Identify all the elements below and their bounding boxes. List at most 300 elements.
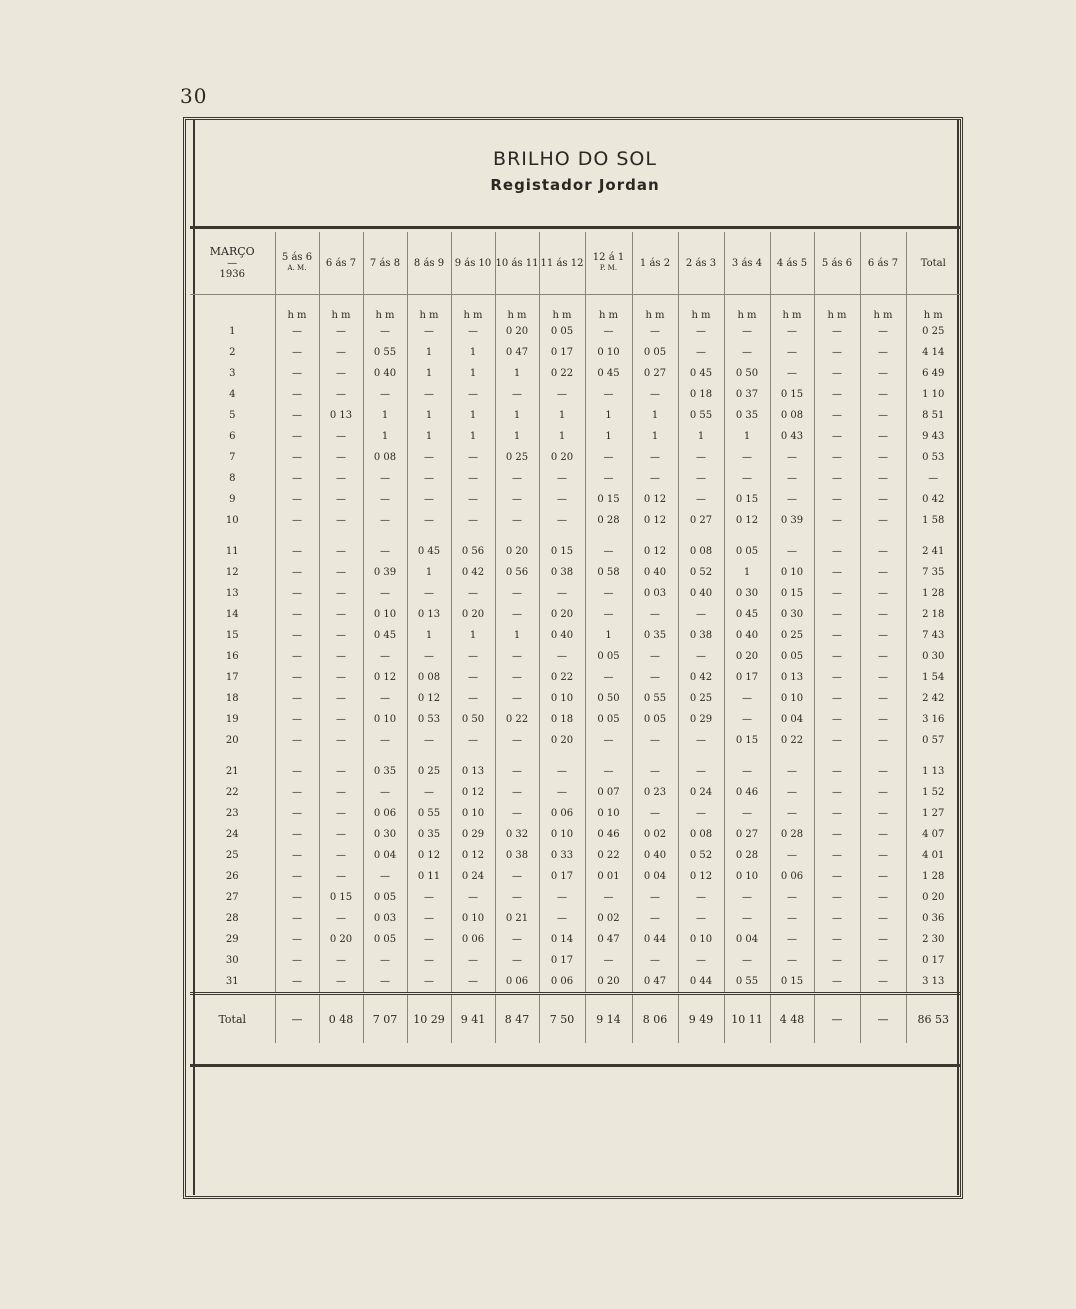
day-cell: 1 (229, 326, 236, 337)
value-cell: — (539, 887, 585, 908)
value-cell: 0 50 (451, 709, 495, 730)
value-cell: — (814, 426, 860, 447)
column-header (495, 232, 539, 295)
day-cell: 11 (225, 546, 239, 557)
value-cell: — (363, 510, 407, 531)
table-row (190, 824, 960, 845)
value-cell: — (814, 803, 860, 824)
value-cell: 0 25 (678, 688, 724, 709)
value-cell: — (585, 447, 632, 468)
value-cell: — (906, 468, 960, 489)
value-cell: 1 58 (906, 510, 960, 531)
value-cell: — (275, 489, 319, 510)
value-cell: — (319, 426, 363, 447)
value-cell: — (319, 625, 363, 646)
value-cell: 0 12 (363, 667, 407, 688)
value-cell: — (539, 468, 585, 489)
value-cell: — (275, 384, 319, 405)
value-cell: 1 (495, 405, 539, 426)
value-cell: — (632, 887, 678, 908)
value-cell: 0 10 (678, 929, 724, 950)
unit-label: h m (407, 295, 451, 322)
value-cell: — (319, 468, 363, 489)
value-cell: — (539, 510, 585, 531)
value-cell: — (814, 604, 860, 625)
value-cell: — (275, 761, 319, 782)
column-header-sub: A. M. (287, 264, 307, 272)
value-cell: — (678, 803, 724, 824)
value-cell: 0 50 (585, 688, 632, 709)
value-cell: 0 58 (585, 562, 632, 583)
value-cell: 0 12 (724, 510, 770, 531)
value-cell: 1 (407, 342, 451, 363)
value-cell: — (275, 363, 319, 384)
value-cell: 0 03 (632, 583, 678, 604)
value-cell: — (495, 468, 539, 489)
value-cell: 1 13 (906, 761, 960, 782)
value-cell: 0 45 (407, 541, 451, 562)
value-cell: 0 13 (319, 405, 363, 426)
value-cell: — (319, 667, 363, 688)
value-cell: 0 06 (495, 971, 539, 994)
value-cell: — (495, 950, 539, 971)
value-cell: — (363, 866, 407, 887)
value-cell: 0 12 (678, 866, 724, 887)
value-cell: — (451, 583, 495, 604)
value-cell: 0 12 (632, 541, 678, 562)
value-cell: — (860, 887, 906, 908)
value-cell: 0 45 (363, 625, 407, 646)
value-cell: 0 37 (724, 384, 770, 405)
table-row (190, 562, 960, 583)
table-body (190, 295, 960, 1044)
value-cell: — (814, 730, 860, 751)
value-cell: 0 40 (724, 625, 770, 646)
total-cell: 9 41 (451, 994, 495, 1044)
month-dash: — (227, 258, 238, 269)
value-cell: 0 15 (585, 489, 632, 510)
value-cell: — (407, 950, 451, 971)
value-cell: 6 49 (906, 363, 960, 384)
value-cell: 0 04 (632, 866, 678, 887)
value-cell: — (319, 782, 363, 803)
value-cell: — (275, 510, 319, 531)
total-cell: 9 14 (585, 994, 632, 1044)
day-cell: 19 (225, 714, 239, 725)
value-cell: — (275, 803, 319, 824)
value-cell: — (407, 730, 451, 751)
value-cell: — (495, 510, 539, 531)
value-cell: — (678, 730, 724, 751)
value-cell: 2 41 (906, 541, 960, 562)
value-cell: 0 12 (451, 782, 495, 803)
value-cell: 1 10 (906, 384, 960, 405)
value-cell: — (363, 950, 407, 971)
value-cell: — (632, 667, 678, 688)
total-label: Total (190, 994, 275, 1044)
value-cell: — (814, 709, 860, 730)
value-cell: 0 55 (363, 342, 407, 363)
value-cell: 0 12 (451, 845, 495, 866)
value-cell: — (275, 866, 319, 887)
value-cell: — (724, 709, 770, 730)
value-cell: — (678, 447, 724, 468)
value-cell: 0 55 (632, 688, 678, 709)
value-cell: — (860, 604, 906, 625)
value-cell: — (770, 489, 814, 510)
total-cell: — (860, 994, 906, 1044)
column-header (539, 232, 585, 295)
total-cell: 10 11 (724, 994, 770, 1044)
value-cell: — (860, 468, 906, 489)
column-header (860, 232, 906, 295)
value-cell: 0 29 (678, 709, 724, 730)
value-cell: — (363, 688, 407, 709)
value-cell: — (585, 604, 632, 625)
day-cell: 3 (229, 368, 236, 379)
value-cell: — (275, 583, 319, 604)
value-cell: — (814, 782, 860, 803)
value-cell: 0 35 (632, 625, 678, 646)
value-cell: — (678, 342, 724, 363)
value-cell: — (275, 688, 319, 709)
value-cell: 0 10 (451, 803, 495, 824)
value-cell: 0 21 (495, 908, 539, 929)
value-cell: 0 17 (539, 342, 585, 363)
value-cell: 0 08 (678, 824, 724, 845)
value-cell: — (860, 667, 906, 688)
value-cell: — (770, 468, 814, 489)
value-cell: 0 30 (906, 646, 960, 667)
value-cell: 0 10 (539, 824, 585, 845)
value-cell: 0 22 (539, 667, 585, 688)
value-cell: 0 25 (770, 625, 814, 646)
value-cell: — (860, 426, 906, 447)
value-cell: — (495, 688, 539, 709)
value-cell: 0 04 (770, 709, 814, 730)
unit-label: h m (451, 295, 495, 322)
day-cell: 24 (225, 829, 239, 840)
value-cell: 0 45 (724, 604, 770, 625)
value-cell: 0 25 (906, 321, 960, 342)
value-cell: 0 40 (632, 562, 678, 583)
total-cell: 86 53 (906, 994, 960, 1044)
total-cell: — (275, 994, 319, 1044)
value-cell: 1 (407, 625, 451, 646)
value-cell: — (451, 950, 495, 971)
value-cell: 0 15 (724, 489, 770, 510)
column-header (632, 232, 678, 295)
value-cell: — (407, 468, 451, 489)
day-cell: 7 (229, 452, 236, 463)
value-cell: — (585, 541, 632, 562)
value-cell: — (678, 761, 724, 782)
value-cell: — (814, 761, 860, 782)
total-cell: 7 07 (363, 994, 407, 1044)
value-cell: 0 20 (451, 604, 495, 625)
value-cell: — (275, 321, 319, 342)
value-cell: 0 17 (906, 950, 960, 971)
value-cell: 0 25 (495, 447, 539, 468)
day-cell: 29 (225, 934, 239, 945)
value-cell: — (539, 782, 585, 803)
value-cell: — (860, 866, 906, 887)
value-cell: 0 25 (407, 761, 451, 782)
value-cell: — (319, 646, 363, 667)
value-cell: 0 06 (770, 866, 814, 887)
table-row (190, 384, 960, 405)
column-header-label: 10 ás 11 (495, 257, 539, 269)
value-cell: — (860, 929, 906, 950)
table-bottom-rule (190, 1064, 960, 1067)
value-cell: 0 18 (678, 384, 724, 405)
value-cell: — (451, 321, 495, 342)
value-cell: — (814, 971, 860, 994)
value-cell: 0 10 (585, 803, 632, 824)
value-cell: — (678, 950, 724, 971)
table-row (190, 541, 960, 562)
value-cell: 7 35 (906, 562, 960, 583)
value-cell: 1 (539, 426, 585, 447)
value-cell: — (585, 583, 632, 604)
total-cell: — (814, 994, 860, 1044)
value-cell: — (860, 541, 906, 562)
value-cell: 1 (585, 426, 632, 447)
total-cell: 10 29 (407, 994, 451, 1044)
value-cell: — (724, 950, 770, 971)
value-cell: 0 47 (585, 929, 632, 950)
value-cell: 0 40 (678, 583, 724, 604)
value-cell: 0 05 (363, 887, 407, 908)
day-cell: 13 (225, 588, 239, 599)
table-row (190, 971, 960, 994)
row-spacer (190, 751, 960, 761)
value-cell: 2 30 (906, 929, 960, 950)
value-cell: 0 35 (724, 405, 770, 426)
value-cell: 0 24 (678, 782, 724, 803)
value-cell: — (319, 583, 363, 604)
total-cell: 4 48 (770, 994, 814, 1044)
value-cell: 0 42 (906, 489, 960, 510)
value-cell: — (363, 489, 407, 510)
value-cell: 0 08 (363, 447, 407, 468)
table-row (190, 908, 960, 929)
value-cell: — (319, 761, 363, 782)
column-header (363, 232, 407, 295)
value-cell: 1 (451, 342, 495, 363)
day-cell: 5 (229, 410, 236, 421)
column-header (585, 232, 632, 295)
value-cell: — (319, 824, 363, 845)
day-cell: 25 (225, 850, 239, 861)
column-header (275, 232, 319, 295)
value-cell: — (451, 384, 495, 405)
value-cell: 1 (585, 405, 632, 426)
value-cell: — (319, 363, 363, 384)
value-cell: 0 10 (363, 604, 407, 625)
value-cell: — (319, 562, 363, 583)
value-cell: — (814, 489, 860, 510)
value-cell: 0 20 (585, 971, 632, 994)
value-cell: — (319, 342, 363, 363)
value-cell: — (363, 384, 407, 405)
value-cell: 0 32 (495, 824, 539, 845)
value-cell: 0 10 (770, 688, 814, 709)
table-row (190, 468, 960, 489)
column-header (407, 232, 451, 295)
value-cell: — (814, 405, 860, 426)
value-cell: — (275, 541, 319, 562)
value-cell: 1 (724, 426, 770, 447)
table-row (190, 405, 960, 426)
value-cell: — (275, 426, 319, 447)
value-cell: 1 (363, 405, 407, 426)
value-cell: — (814, 929, 860, 950)
value-cell: — (860, 761, 906, 782)
value-cell: 0 46 (585, 824, 632, 845)
value-cell: 0 20 (495, 321, 539, 342)
value-cell: — (814, 363, 860, 384)
value-cell: 0 06 (451, 929, 495, 950)
column-header (451, 232, 495, 295)
value-cell: 0 17 (539, 866, 585, 887)
table-row (190, 688, 960, 709)
value-cell: 1 (495, 625, 539, 646)
value-cell: — (275, 342, 319, 363)
value-cell: 0 10 (539, 688, 585, 709)
value-cell: — (814, 950, 860, 971)
value-cell: 1 (407, 426, 451, 447)
unit-label: h m (906, 295, 960, 322)
value-cell: 1 (495, 426, 539, 447)
value-cell: — (407, 489, 451, 510)
value-cell: 0 36 (906, 908, 960, 929)
value-cell: — (770, 950, 814, 971)
value-cell: — (451, 667, 495, 688)
value-cell: — (495, 730, 539, 751)
column-header (906, 232, 960, 295)
value-cell: — (814, 583, 860, 604)
value-cell: — (678, 489, 724, 510)
page-number: 30 (180, 84, 208, 108)
value-cell: — (495, 866, 539, 887)
value-cell: — (860, 971, 906, 994)
value-cell: — (319, 688, 363, 709)
value-cell: — (407, 929, 451, 950)
value-cell: — (495, 384, 539, 405)
value-cell: — (407, 887, 451, 908)
value-cell: — (585, 667, 632, 688)
value-cell: 0 12 (407, 845, 451, 866)
value-cell: — (860, 583, 906, 604)
total-cell: 0 48 (319, 994, 363, 1044)
value-cell: — (814, 541, 860, 562)
value-cell: — (275, 468, 319, 489)
value-cell: — (275, 646, 319, 667)
value-cell: 0 40 (539, 625, 585, 646)
value-cell: — (814, 510, 860, 531)
value-cell: 0 35 (407, 824, 451, 845)
value-cell: 0 14 (539, 929, 585, 950)
value-cell: — (770, 363, 814, 384)
value-cell: 0 02 (585, 908, 632, 929)
value-cell: — (363, 583, 407, 604)
total-cell: 8 47 (495, 994, 539, 1044)
value-cell: — (632, 321, 678, 342)
units-row (190, 295, 960, 322)
value-cell: 0 15 (539, 541, 585, 562)
value-cell: — (363, 730, 407, 751)
day-cell: 20 (225, 735, 239, 746)
value-cell: — (407, 384, 451, 405)
value-cell: 0 22 (495, 709, 539, 730)
column-header (770, 232, 814, 295)
value-cell: 0 20 (319, 929, 363, 950)
value-cell: 0 20 (539, 447, 585, 468)
value-cell: — (770, 803, 814, 824)
value-cell: 0 10 (724, 866, 770, 887)
value-cell: — (724, 321, 770, 342)
value-cell: 0 17 (539, 950, 585, 971)
value-cell: — (585, 761, 632, 782)
unit-label: h m (632, 295, 678, 322)
value-cell: — (860, 447, 906, 468)
value-cell: — (678, 321, 724, 342)
units-cell-blank (190, 295, 275, 322)
unit-label: h m (814, 295, 860, 322)
value-cell: 0 53 (407, 709, 451, 730)
value-cell: — (678, 646, 724, 667)
value-cell: — (814, 646, 860, 667)
value-cell: — (860, 562, 906, 583)
value-cell: 0 13 (407, 604, 451, 625)
table-row (190, 426, 960, 447)
value-cell: — (275, 562, 319, 583)
value-cell: — (275, 405, 319, 426)
value-cell: — (275, 845, 319, 866)
day-cell: 10 (225, 515, 239, 526)
column-header-label: 4 ás 5 (776, 257, 808, 269)
value-cell: — (678, 468, 724, 489)
value-cell: 0 40 (632, 845, 678, 866)
table-row (190, 447, 960, 468)
value-cell: — (770, 342, 814, 363)
table-row (190, 646, 960, 667)
value-cell: — (451, 447, 495, 468)
value-cell: 9 43 (906, 426, 960, 447)
value-cell: — (451, 468, 495, 489)
table-row (190, 604, 960, 625)
value-cell: — (814, 468, 860, 489)
value-cell: 0 05 (585, 709, 632, 730)
value-cell: 0 33 (539, 845, 585, 866)
column-header-label: 7 ás 8 (369, 257, 401, 269)
value-cell: 0 39 (770, 510, 814, 531)
value-cell: — (451, 730, 495, 751)
value-cell: 0 06 (539, 803, 585, 824)
value-cell: 0 06 (363, 803, 407, 824)
value-cell: — (407, 510, 451, 531)
value-cell: — (495, 583, 539, 604)
value-cell: — (724, 761, 770, 782)
value-cell: 0 22 (770, 730, 814, 751)
unit-label: h m (363, 295, 407, 322)
column-header (724, 232, 770, 295)
value-cell: — (319, 510, 363, 531)
value-cell: 0 12 (632, 489, 678, 510)
value-cell: — (275, 625, 319, 646)
value-cell: — (319, 866, 363, 887)
